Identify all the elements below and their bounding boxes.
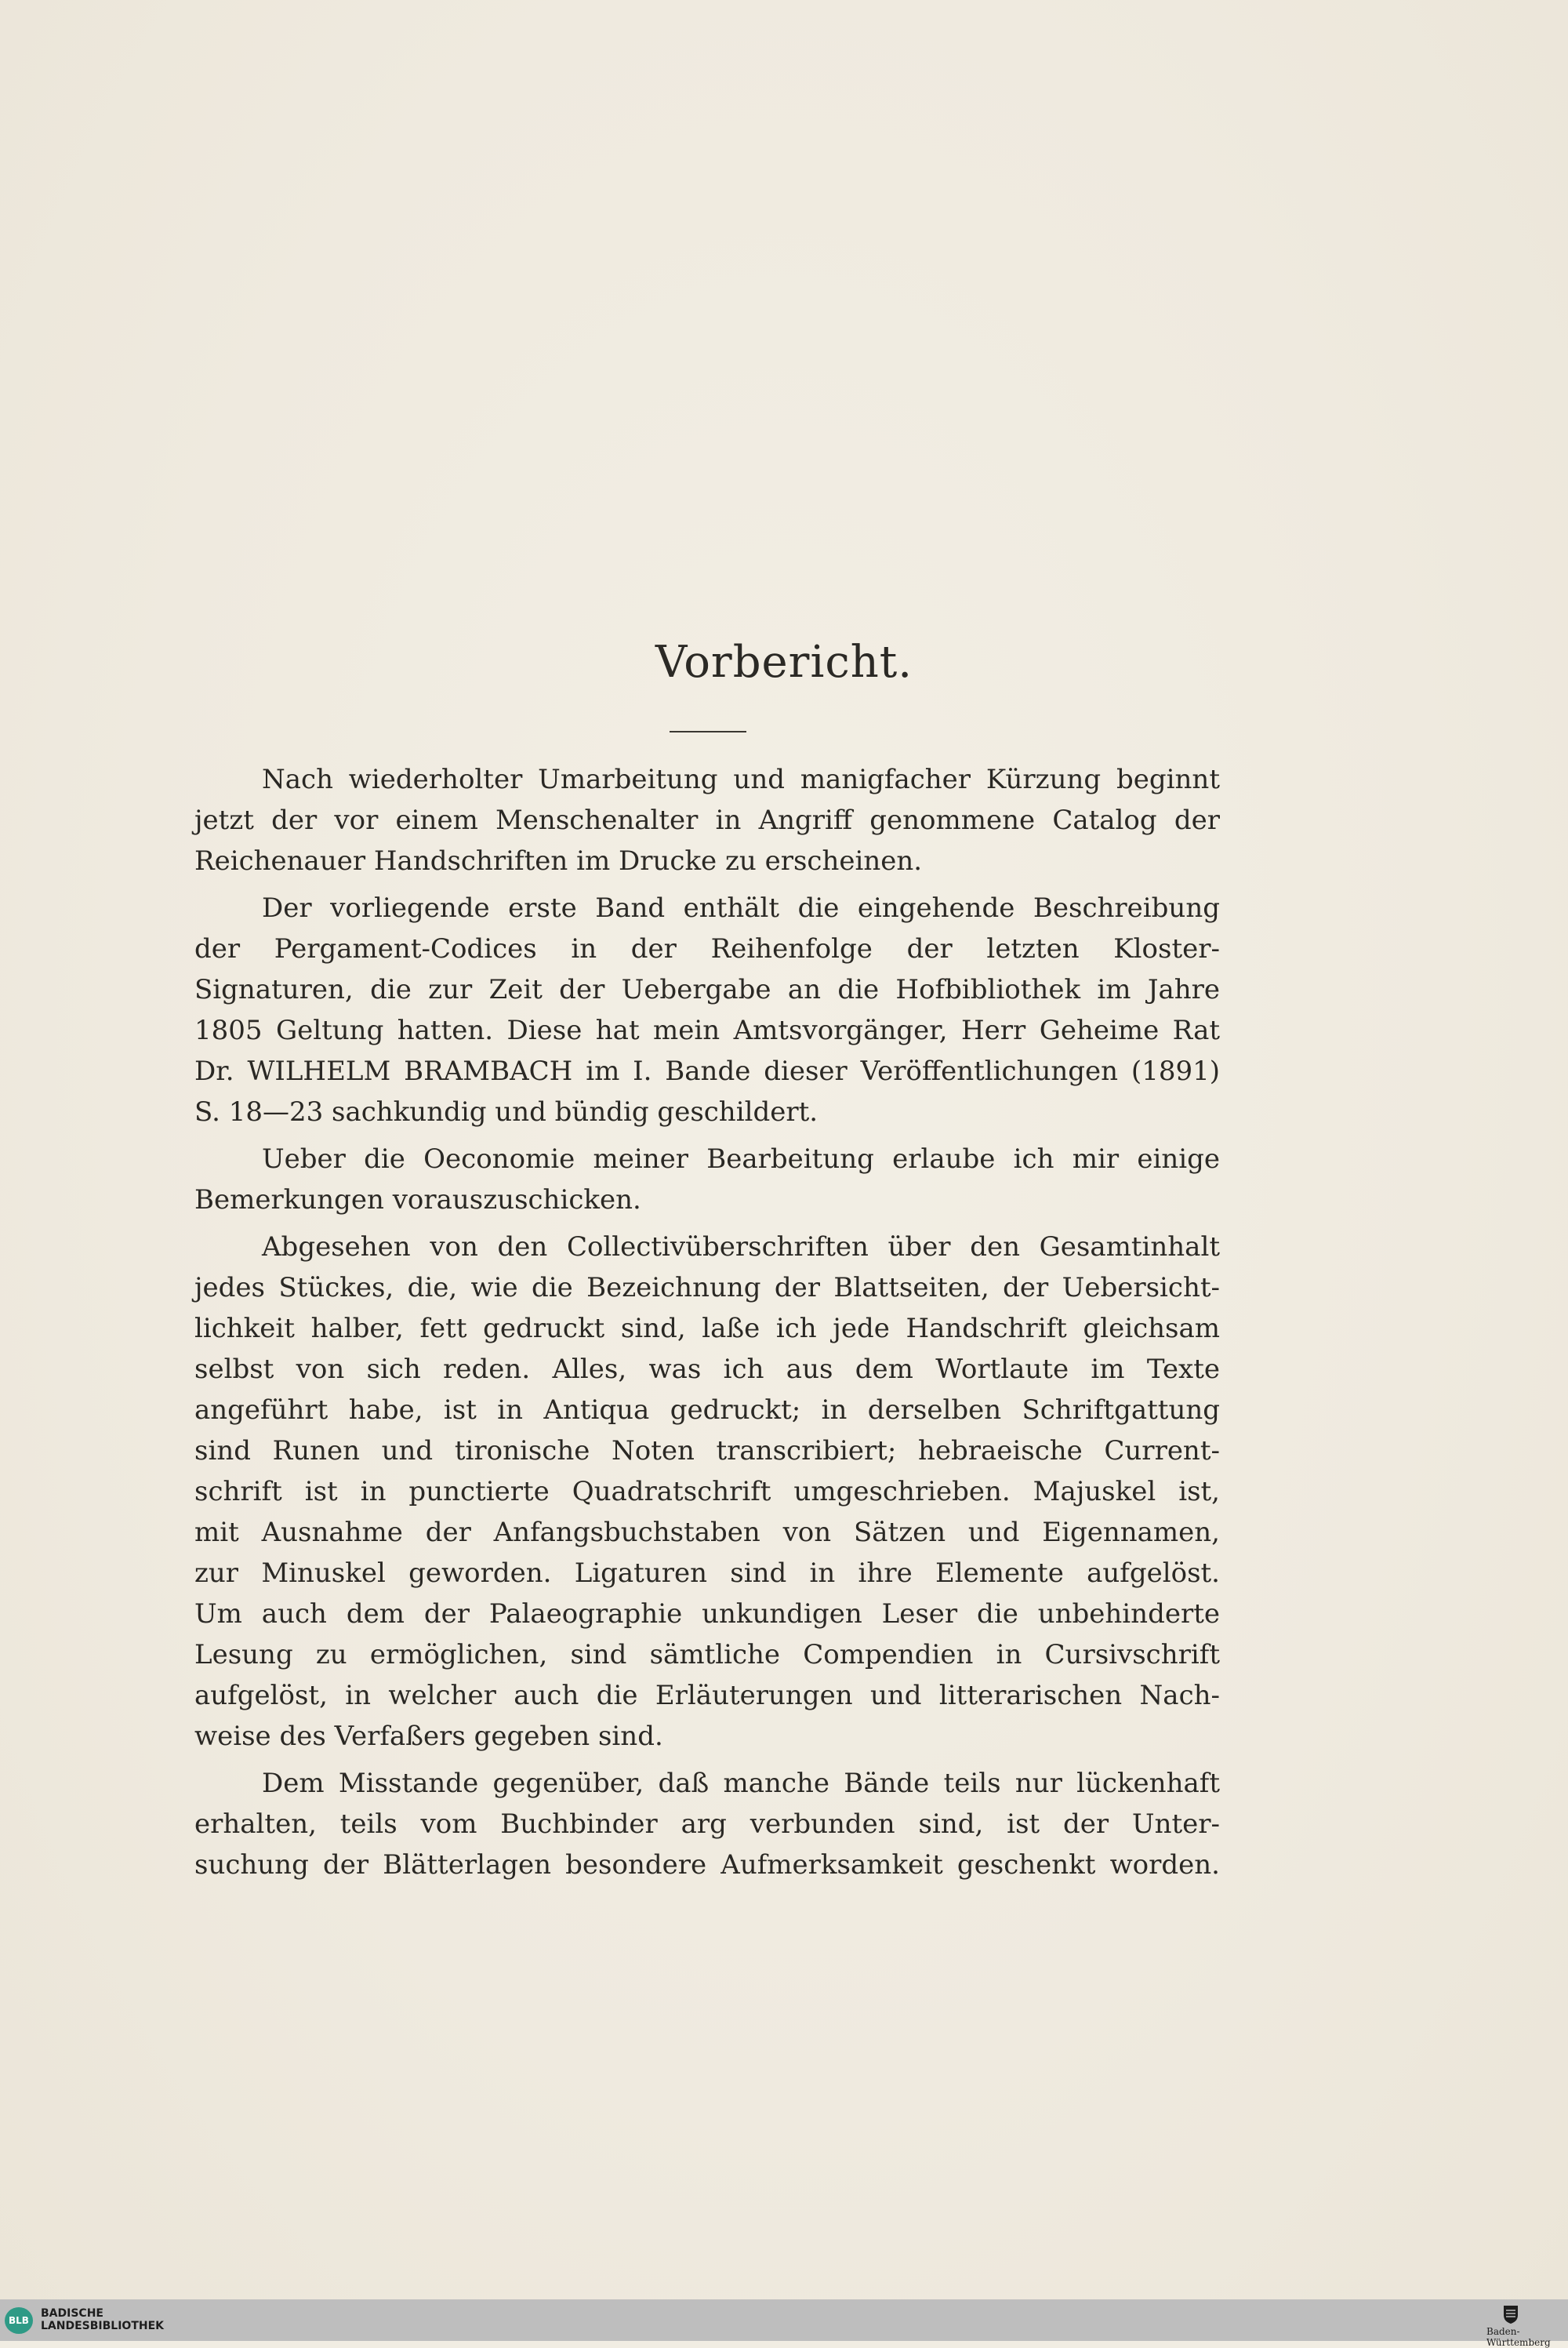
title-rule (670, 731, 746, 732)
text-line: Abgesehen von den Collectivüberschriften über den Gesamtinhalt (262, 1231, 1220, 1263)
text-line: erhalten, teils vom Buchbinder arg verbunden sind, ist der Unter- (194, 1808, 1220, 1840)
coat-of-arms-icon (1502, 2304, 1519, 2324)
text-line: schrift ist in punctierte Quadratschrift umgeschrieben. Majuskel ist, (194, 1476, 1220, 1507)
library-name-line1: BADISCHE (41, 2307, 103, 2320)
paragraph-5 (194, 1763, 1220, 1885)
region-label: Baden-Württemberg (1486, 2326, 1551, 2348)
paragraph-4 (194, 1227, 1220, 1757)
library-name-line2: LANDESBIBLIOTHEK (41, 2320, 165, 2332)
blb-logo-icon[interactable]: BLB (5, 2307, 33, 2334)
text-line: Bemerkungen vorauszuschicken. (194, 1184, 641, 1216)
page-title: Vorbericht. (655, 637, 913, 688)
paragraph-3 (194, 1139, 1220, 1220)
text-line: Der vorliegende erste Band enthält die eingehende Beschreibung (262, 892, 1220, 924)
text-line: Ueber die Oeconomie meiner Bearbeitung erlaube ich mir einige (262, 1143, 1220, 1175)
text-line: Lesung zu ermöglichen, sind sämtliche Compendien in Cursivschrift (194, 1639, 1220, 1670)
viewer-footer-bar (0, 2299, 1568, 2348)
text-line: selbst von sich reden. Alles, was ich aus dem Wortlaute im Texte (194, 1354, 1220, 1385)
text-line: Um auch dem der Palaeographie unkundigen Leser die unbehinderte (194, 1598, 1220, 1630)
text-line: suchung der Blätterlagen besondere Aufmerksamkeit geschenkt worden. (194, 1849, 1220, 1881)
text-line: zur Minuskel geworden. Ligaturen sind in ihre Elemente aufgelöst. (194, 1557, 1220, 1589)
text-line: S. 18—23 sachkundig und bündig geschildert. (194, 1096, 818, 1128)
text-line: sind Runen und tironische Noten transcribiert; hebraeische Current- (194, 1435, 1220, 1467)
text-line: Signaturen, die zur Zeit der Uebergabe an die Hofbibliothek im Jahre (194, 974, 1220, 1005)
library-name[interactable] (41, 2307, 164, 2332)
text-line: der Pergament-Codices in der Reihenfolge der letzten Kloster- (194, 933, 1220, 965)
body-text (194, 759, 1220, 1885)
text-line: Nach wiederholter Umarbeitung und manigfacher Kürzung beginnt (262, 764, 1220, 795)
text-line: Dr. WILHELM BRAMBACH im I. Bande dieser Veröffentlichungen (1891) (194, 1056, 1220, 1087)
text-line: Dem Misstande gegenüber, daß manche Bände teils nur lückenhaft (262, 1768, 1220, 1799)
text-line: jedes Stückes, die, wie die Bezeichnung der Blattseiten, der Uebersicht- (194, 1272, 1220, 1303)
text-line: aufgelöst, in welcher auch die Erläuterungen und litterarischen Nach- (194, 1680, 1220, 1711)
text-line: weise des Verfaßers gegeben sind. (194, 1721, 663, 1752)
text-line: 1805 Geltung hatten. Diese hat mein Amtsvorgänger, Herr Geheime Rat (194, 1015, 1220, 1046)
text-line: Reichenauer Handschriften im Drucke zu erscheinen. (194, 845, 923, 877)
text-line: angeführt habe, ist in Antiqua gedruckt; in derselben Schriftgattung (194, 1394, 1220, 1426)
text-line: lichkeit halber, fett gedruckt sind, laße ich jede Handschrift gleichsam (194, 1313, 1220, 1344)
paragraph-2 (194, 888, 1220, 1132)
text-line: mit Ausnahme der Anfangsbuchstaben von Sätzen und Eigennamen, (194, 1517, 1220, 1548)
paragraph-1 (194, 759, 1220, 881)
text-line: jetzt der vor einem Menschenalter in Angriff genommene Catalog der (194, 805, 1220, 836)
